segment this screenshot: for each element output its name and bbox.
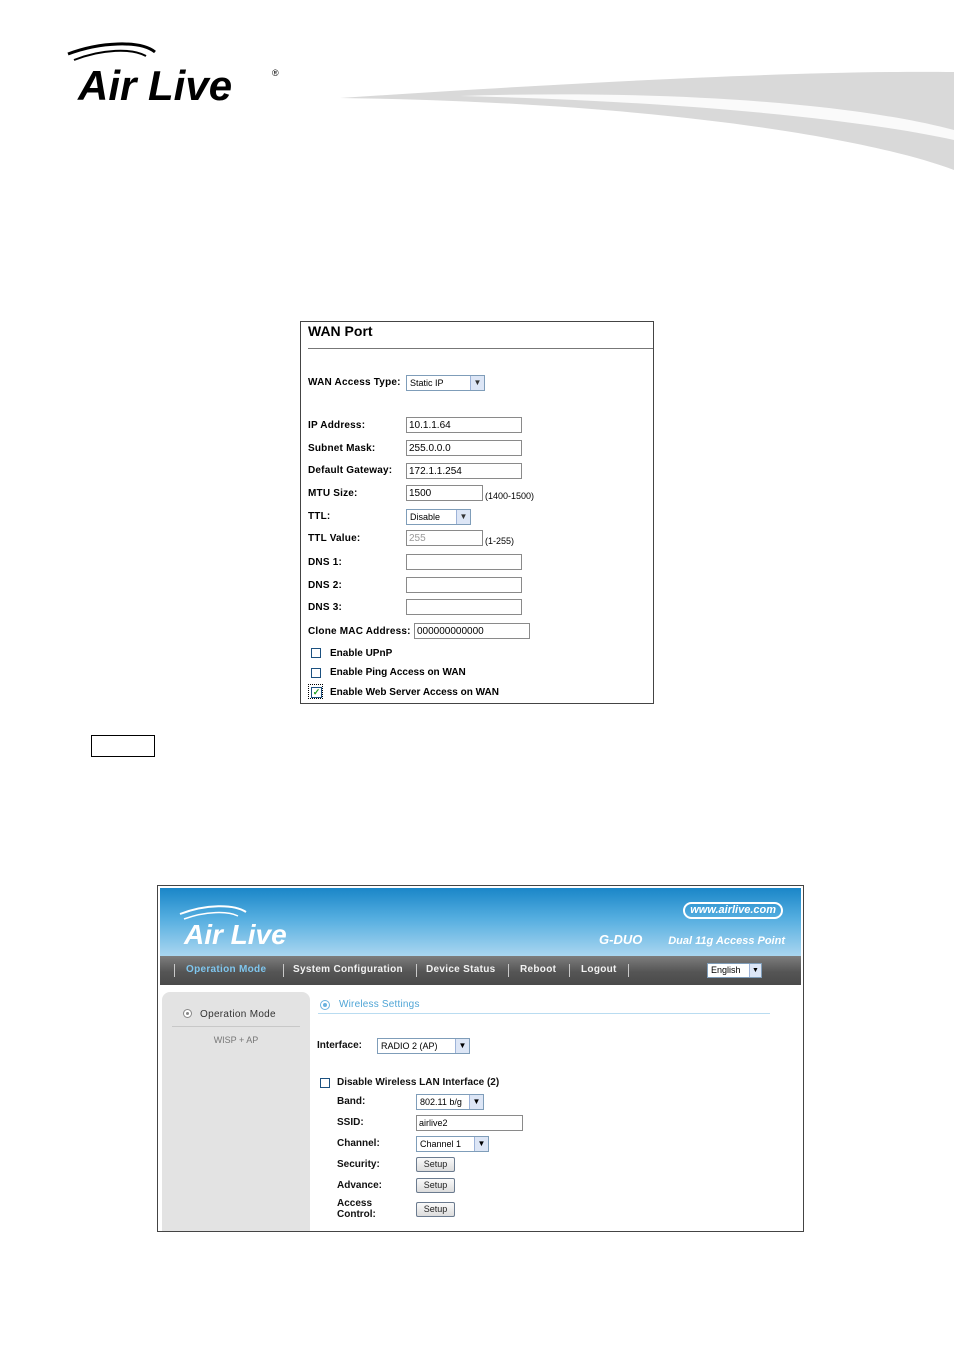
nav-logout[interactable]: Logout	[581, 964, 617, 975]
chevron-down-icon: ▼	[455, 1039, 469, 1053]
website-url[interactable]: www.airlive.com	[683, 902, 783, 919]
language-select[interactable]	[707, 963, 762, 978]
channel-label: Channel:	[337, 1138, 380, 1149]
advance-label: Advance:	[337, 1180, 383, 1191]
section-bullet-icon	[320, 1000, 330, 1010]
ttl-select[interactable]	[406, 509, 471, 525]
chevron-down-icon: ▼	[456, 510, 470, 524]
select-value: Channel 1	[420, 1139, 462, 1149]
router-screenshot	[157, 885, 804, 1232]
nav-separator	[283, 964, 284, 977]
menu-bullet-icon	[183, 1009, 192, 1018]
ssid-input[interactable]: airlive2	[416, 1115, 523, 1131]
dns1-input[interactable]	[406, 554, 522, 570]
ssid-label: SSID:	[337, 1117, 364, 1128]
section-title: Wireless Settings	[339, 999, 420, 1010]
model-description: Dual 11g Access Point	[668, 935, 785, 947]
title-divider	[308, 348, 653, 349]
svg-text:Air Live: Air Live	[184, 919, 287, 950]
chevron-down-icon: ▼	[470, 376, 484, 390]
chevron-down-icon: ▼	[749, 964, 761, 977]
security-setup-button[interactable]: Setup	[416, 1157, 455, 1172]
ip-address-label: IP Address:	[308, 420, 366, 431]
ping-access-label: Enable Ping Access on WAN	[330, 667, 466, 678]
chevron-down-icon: ▼	[469, 1095, 483, 1109]
default-gateway-input[interactable]: 172.1.1.254	[406, 463, 522, 479]
sidebar-item-wisp-ap[interactable]: WISP + AP	[213, 1035, 259, 1045]
checkmark-icon: ✓	[312, 687, 321, 697]
dns1-label: DNS 1:	[308, 557, 342, 568]
select-value: RADIO 2 (AP)	[381, 1041, 438, 1051]
nav-device-status[interactable]: Device Status	[426, 964, 496, 975]
nav-separator	[628, 964, 629, 977]
disable-wlan-label: Disable Wireless LAN Interface (2)	[337, 1077, 500, 1088]
nav-reboot[interactable]: Reboot	[520, 964, 557, 975]
nav-separator	[569, 964, 570, 977]
nav-separator	[174, 964, 175, 977]
ttl-value-input[interactable]: 255	[406, 530, 483, 546]
router-banner	[160, 888, 801, 956]
dns3-label: DNS 3:	[308, 602, 342, 613]
wan-access-type-label: WAN Access Type:	[308, 377, 401, 388]
chevron-down-icon: ▼	[474, 1137, 488, 1151]
select-value: English	[711, 965, 741, 975]
ip-address-input[interactable]: 10.1.1.64	[406, 417, 522, 433]
band-select[interactable]	[416, 1094, 484, 1110]
dns3-input[interactable]	[406, 599, 522, 615]
upnp-checkbox[interactable]	[311, 648, 321, 658]
main-nav	[160, 956, 801, 985]
channel-select[interactable]	[416, 1136, 489, 1152]
svg-text:®: ®	[272, 68, 279, 78]
mtu-size-input[interactable]: 1500	[406, 485, 483, 501]
select-value: Disable	[410, 512, 441, 522]
dns2-input[interactable]	[406, 577, 522, 593]
sidebar	[162, 992, 310, 1231]
nav-operation-mode[interactable]: Operation Mode	[186, 964, 267, 975]
access-control-label-line2: Control:	[337, 1209, 376, 1220]
ttl-range-hint: (1-255)	[485, 536, 515, 546]
wan-access-type-select[interactable]	[406, 375, 485, 391]
dns2-label: DNS 2:	[308, 580, 342, 591]
select-value: Static IP	[410, 378, 444, 388]
section-divider	[318, 1013, 770, 1014]
panel-title: WAN Port	[308, 323, 373, 339]
ping-access-checkbox[interactable]	[311, 668, 321, 678]
band-label: Band:	[337, 1096, 366, 1107]
sidebar-title[interactable]: Operation Mode	[200, 1009, 276, 1020]
subnet-mask-input[interactable]: 255.0.0.0	[406, 440, 522, 456]
header-swoosh	[340, 60, 954, 180]
model-name: G-DUO	[599, 932, 643, 947]
svg-text:Air Live: Air Live	[78, 62, 233, 109]
interface-label: Interface:	[317, 1040, 363, 1051]
airlive-logo	[60, 40, 290, 110]
subnet-mask-label: Subnet Mask:	[308, 443, 376, 454]
interface-select[interactable]	[377, 1038, 470, 1054]
access-control-label-line1: Access	[337, 1198, 373, 1209]
select-value: 802.11 b/g	[420, 1097, 462, 1107]
access-control-label	[337, 1198, 376, 1220]
ttl-value-label: TTL Value:	[308, 533, 361, 544]
empty-box	[91, 735, 155, 757]
wan-port-panel	[300, 321, 654, 704]
default-gateway-label: Default Gateway:	[308, 465, 393, 476]
mtu-range-hint: (1400-1500)	[485, 491, 535, 501]
router-logo	[176, 902, 326, 950]
disable-wlan-checkbox[interactable]	[320, 1078, 330, 1088]
upnp-label: Enable UPnP	[330, 648, 393, 659]
security-label: Security:	[337, 1159, 380, 1170]
web-access-checkbox[interactable]	[308, 684, 323, 699]
clone-mac-input[interactable]: 000000000000	[414, 623, 530, 639]
access-control-setup-button[interactable]: Setup	[416, 1202, 455, 1217]
mtu-size-label: MTU Size:	[308, 488, 358, 499]
nav-separator	[508, 964, 509, 977]
nav-system-configuration[interactable]: System Configuration	[293, 964, 403, 975]
advance-setup-button[interactable]: Setup	[416, 1178, 455, 1193]
sidebar-divider	[172, 1026, 300, 1027]
web-access-label: Enable Web Server Access on WAN	[330, 687, 499, 698]
nav-separator	[416, 964, 417, 977]
clone-mac-label: Clone MAC Address:	[308, 626, 411, 637]
ttl-label: TTL:	[308, 511, 331, 522]
